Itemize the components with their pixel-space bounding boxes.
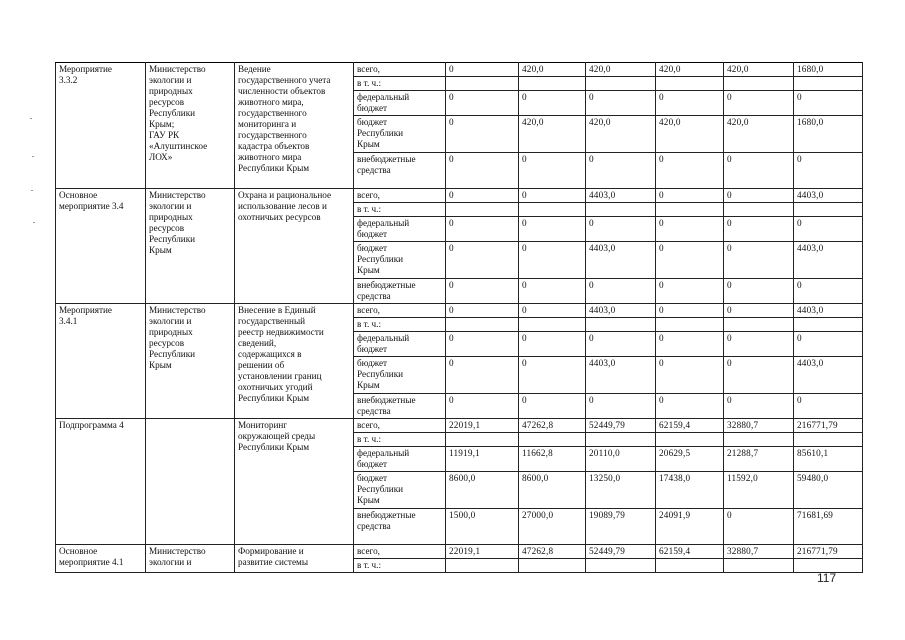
amount-cell: 0 — [519, 357, 586, 394]
amount-cell — [519, 559, 586, 573]
amount-cell — [794, 203, 863, 217]
amount-cell: 0 — [446, 242, 519, 279]
amount-cell: 0 — [724, 242, 794, 279]
funding-source-cell: всего, — [354, 63, 446, 77]
amount-cell: 8600,0 — [446, 472, 519, 509]
amount-cell: 4403,0 — [586, 304, 656, 318]
description-cell: Формирование и развитие системы — [235, 545, 354, 573]
amount-cell: 0 — [446, 357, 519, 394]
amount-cell — [724, 318, 794, 332]
amount-cell: 0 — [656, 332, 724, 357]
amount-cell: 4403,0 — [586, 242, 656, 279]
amount-cell: 0 — [724, 332, 794, 357]
funding-source-cell: всего, — [354, 304, 446, 318]
amount-cell: 0 — [519, 279, 586, 304]
amount-cell: 0 — [446, 217, 519, 242]
description-cell: Охрана и рациональное использование лесов и охотничьих ресурсов — [235, 189, 354, 304]
amount-cell: 0 — [519, 394, 586, 419]
amount-cell: 22019,1 — [446, 419, 519, 433]
amount-cell: 52449,79 — [586, 545, 656, 559]
amount-cell — [586, 559, 656, 573]
amount-cell: 0 — [724, 153, 794, 189]
table-row — [56, 545, 863, 559]
executor-cell: Министерство экологии и природных ресурсов Республики Крым; ГАУ РК «Алуштинское ЛОХ» — [146, 63, 235, 189]
amount-cell: 0 — [724, 279, 794, 304]
amount-cell: 0 — [656, 217, 724, 242]
amount-cell: 0 — [724, 304, 794, 318]
funding-source-cell: внебюджетные средства — [354, 279, 446, 304]
amount-cell: 0 — [724, 189, 794, 203]
funding-source-cell: федеральный бюджет — [354, 447, 446, 472]
amount-cell: 0 — [519, 91, 586, 116]
amount-cell: 0 — [446, 394, 519, 419]
amount-cell: 0 — [794, 332, 863, 357]
amount-cell: 0 — [446, 63, 519, 77]
amount-cell: 0 — [656, 242, 724, 279]
amount-cell — [586, 433, 656, 447]
amount-cell: 47262,8 — [519, 545, 586, 559]
amount-cell: 0 — [446, 91, 519, 116]
amount-cell — [446, 433, 519, 447]
amount-cell: 1680,0 — [794, 116, 863, 153]
amount-cell: 0 — [519, 153, 586, 189]
amount-cell: 0 — [519, 242, 586, 279]
amount-cell — [724, 203, 794, 217]
amount-cell: 1680,0 — [794, 63, 863, 77]
amount-cell: 216771,79 — [794, 545, 863, 559]
amount-cell — [519, 318, 586, 332]
amount-cell — [656, 318, 724, 332]
amount-cell — [724, 77, 794, 91]
amount-cell — [794, 318, 863, 332]
executor-cell: Министерство экологии и природных ресурсов Республики Крым — [146, 189, 235, 304]
amount-cell — [656, 77, 724, 91]
funding-source-cell: в т. ч.: — [354, 203, 446, 217]
amount-cell: 19089,79 — [586, 509, 656, 545]
amount-cell — [519, 77, 586, 91]
funding-source-cell: внебюджетные средства — [354, 394, 446, 419]
amount-cell — [519, 433, 586, 447]
amount-cell — [656, 559, 724, 573]
amount-cell: 21288,7 — [724, 447, 794, 472]
amount-cell: 0 — [724, 357, 794, 394]
amount-cell: 0 — [586, 279, 656, 304]
executor-cell: Министерство экологии и — [146, 545, 235, 573]
amount-cell: 0 — [586, 217, 656, 242]
amount-cell — [586, 318, 656, 332]
amount-cell: 4403,0 — [586, 357, 656, 394]
amount-cell: 52449,79 — [586, 419, 656, 433]
amount-cell: 13250,0 — [586, 472, 656, 509]
amount-cell — [446, 77, 519, 91]
amount-cell: 0 — [586, 332, 656, 357]
amount-cell: 59480,0 — [794, 472, 863, 509]
amount-cell: 0 — [724, 91, 794, 116]
amount-cell — [446, 318, 519, 332]
amount-cell: 420,0 — [724, 63, 794, 77]
amount-cell: 0 — [724, 217, 794, 242]
table-row — [56, 189, 863, 203]
amount-cell: 0 — [446, 116, 519, 153]
amount-cell — [794, 77, 863, 91]
amount-cell: 0 — [519, 189, 586, 203]
amount-cell: 420,0 — [586, 116, 656, 153]
amount-cell: 0 — [724, 394, 794, 419]
funding-source-cell: внебюджетные средства — [354, 509, 446, 545]
amount-cell — [519, 203, 586, 217]
amount-cell: 0 — [446, 279, 519, 304]
funding-source-cell: в т. ч.: — [354, 433, 446, 447]
amount-cell: 32880,7 — [724, 419, 794, 433]
amount-cell: 216771,79 — [794, 419, 863, 433]
amount-cell: 0 — [794, 394, 863, 419]
amount-cell: 11592,0 — [724, 472, 794, 509]
amount-cell: 17438,0 — [656, 472, 724, 509]
amount-cell: 4403,0 — [586, 189, 656, 203]
amount-cell: 20629,5 — [656, 447, 724, 472]
funding-source-cell: в т. ч.: — [354, 559, 446, 573]
amount-cell: 420,0 — [586, 63, 656, 77]
amount-cell: 0 — [586, 91, 656, 116]
amount-cell — [446, 559, 519, 573]
amount-cell: 420,0 — [519, 116, 586, 153]
amount-cell: 0 — [794, 91, 863, 116]
amount-cell: 24091,9 — [656, 509, 724, 545]
page-number: 117 — [817, 571, 837, 585]
amount-cell: 0 — [656, 357, 724, 394]
amount-cell: 0 — [446, 304, 519, 318]
funding-source-cell: бюджет Республики Крым — [354, 472, 446, 509]
amount-cell — [446, 203, 519, 217]
amount-cell: 8600,0 — [519, 472, 586, 509]
funding-source-cell: бюджет Республики Крым — [354, 357, 446, 394]
description-cell: Ведение государственного учета численности объектов животного мира, государственного мониторинга и государственного кадастра объектов животного мира Республики Крым — [235, 63, 354, 189]
funding-source-cell: в т. ч.: — [354, 77, 446, 91]
amount-cell: 22019,1 — [446, 545, 519, 559]
event-name-cell: Подпрограмма 4 — [56, 419, 146, 545]
amount-cell — [586, 77, 656, 91]
amount-cell: 62159,4 — [656, 419, 724, 433]
description-cell: Внесение в Единый государственный реестр недвижимости сведений, содержащихся в решении об установлении границ охотничьих угодий Республики Крым — [235, 304, 354, 419]
amount-cell: 0 — [446, 189, 519, 203]
amount-cell: 420,0 — [519, 63, 586, 77]
amount-cell: 0 — [656, 189, 724, 203]
funding-source-cell: федеральный бюджет — [354, 91, 446, 116]
amount-cell: 0 — [656, 91, 724, 116]
amount-cell — [724, 433, 794, 447]
amount-cell: 420,0 — [656, 63, 724, 77]
amount-cell: 0 — [446, 153, 519, 189]
amount-cell: 0 — [519, 332, 586, 357]
executor-cell — [146, 419, 235, 545]
funding-source-cell: всего, — [354, 189, 446, 203]
description-cell: Мониторинг окружающей среды Республики Крым — [235, 419, 354, 545]
amount-cell: 4403,0 — [794, 242, 863, 279]
amount-cell: 11919,1 — [446, 447, 519, 472]
funding-source-cell: федеральный бюджет — [354, 217, 446, 242]
amount-cell — [724, 559, 794, 573]
amount-cell: 420,0 — [656, 116, 724, 153]
amount-cell: 0 — [794, 279, 863, 304]
amount-cell: 0 — [586, 394, 656, 419]
amount-cell — [656, 433, 724, 447]
event-name-cell: Основное мероприятие 4.1 — [56, 545, 146, 573]
amount-cell: 0 — [586, 153, 656, 189]
amount-cell: 32880,7 — [724, 545, 794, 559]
amount-cell: 0 — [794, 217, 863, 242]
amount-cell: 0 — [724, 509, 794, 545]
event-name-cell: Мероприятие 3.4.1 — [56, 304, 146, 419]
table-row — [56, 304, 863, 318]
amount-cell: 0 — [656, 304, 724, 318]
amount-cell — [586, 203, 656, 217]
funding-source-cell: бюджет Республики Крым — [354, 242, 446, 279]
amount-cell: 0 — [446, 332, 519, 357]
amount-cell: 1500,0 — [446, 509, 519, 545]
funding-source-cell: внебюджетные средства — [354, 153, 446, 189]
amount-cell: 11662,8 — [519, 447, 586, 472]
amount-cell: 27000,0 — [519, 509, 586, 545]
event-name-cell: Основное мероприятие 3.4 — [56, 189, 146, 304]
amount-cell: 420,0 — [724, 116, 794, 153]
amount-cell: 0 — [794, 153, 863, 189]
amount-cell: 47262,8 — [519, 419, 586, 433]
executor-cell: Министерство экологии и природных ресурсов Республики Крым — [146, 304, 235, 419]
amount-cell — [656, 203, 724, 217]
amount-cell — [794, 433, 863, 447]
amount-cell: 4403,0 — [794, 189, 863, 203]
amount-cell: 0 — [519, 304, 586, 318]
table-row — [56, 63, 863, 77]
budget-table — [55, 62, 863, 573]
amount-cell: 62159,4 — [656, 545, 724, 559]
funding-source-cell: всего, — [354, 419, 446, 433]
amount-cell: 4403,0 — [794, 357, 863, 394]
amount-cell: 0 — [656, 153, 724, 189]
amount-cell: 71681,69 — [794, 509, 863, 545]
amount-cell: 0 — [656, 394, 724, 419]
table-row — [56, 419, 863, 433]
funding-source-cell: бюджет Республики Крым — [354, 116, 446, 153]
funding-source-cell: федеральный бюджет — [354, 332, 446, 357]
amount-cell: 0 — [519, 217, 586, 242]
event-name-cell: Мероприятие 3.3.2 — [56, 63, 146, 189]
funding-source-cell: в т. ч.: — [354, 318, 446, 332]
funding-source-cell: всего, — [354, 545, 446, 559]
amount-cell: 85610,1 — [794, 447, 863, 472]
amount-cell: 4403,0 — [794, 304, 863, 318]
scan-margin-marks — [30, 118, 36, 228]
amount-cell: 0 — [656, 279, 724, 304]
amount-cell: 20110,0 — [586, 447, 656, 472]
